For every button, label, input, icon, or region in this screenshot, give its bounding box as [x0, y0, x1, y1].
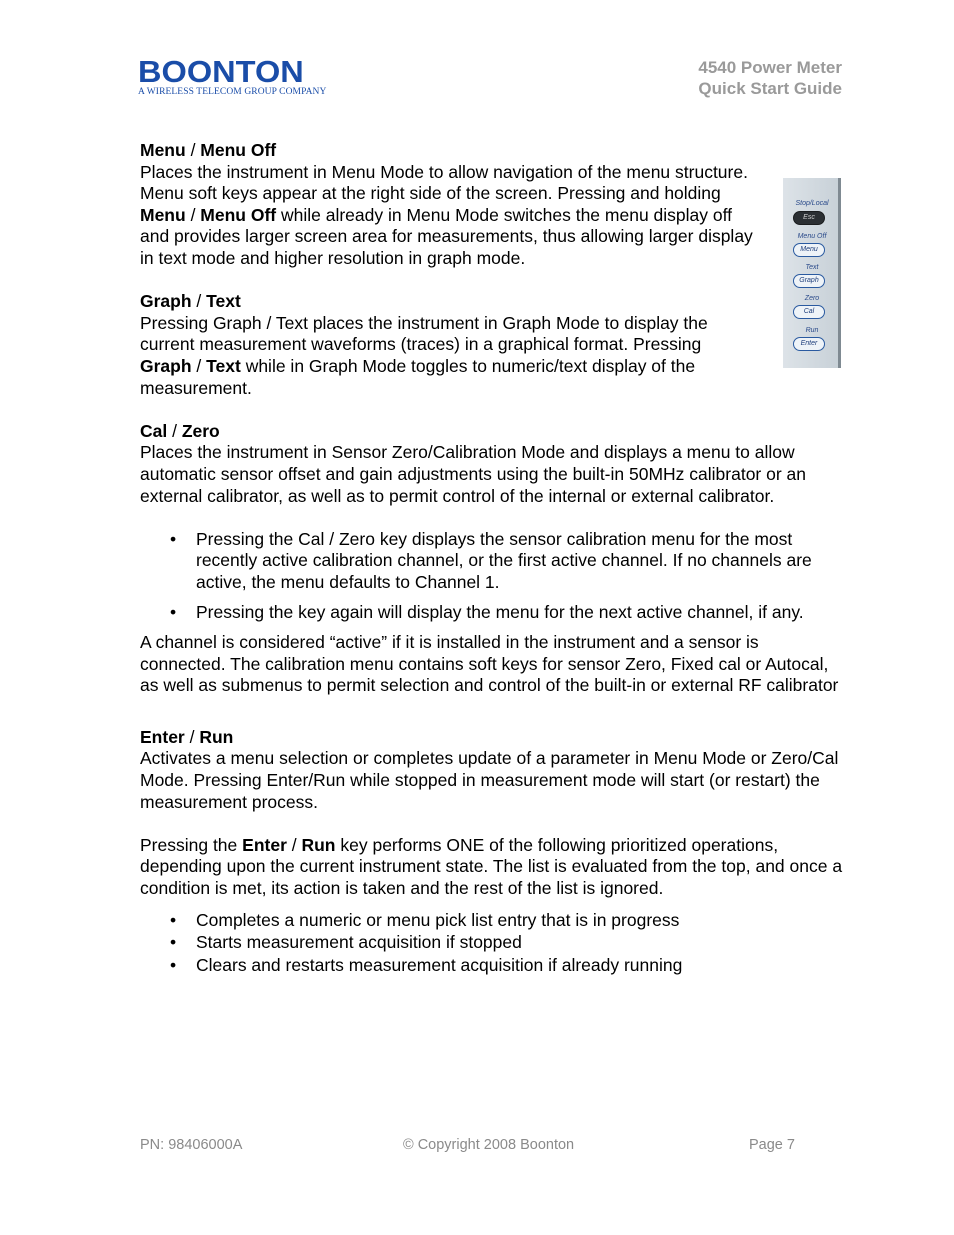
list-item: • Starts measurement acquisition if stopped [140, 932, 844, 954]
footer-part-number: PN: 98406000A [140, 1137, 243, 1153]
section-title-enter: Enter / Run [140, 726, 234, 747]
key-label-stop-local: Stop/Local [795, 200, 829, 207]
section-title-graph: Graph / Text [140, 291, 241, 312]
cal-active-channel-note: A channel is considered “active” if it is installed in the instrument and a sensor is connected. The calibration menu contains soft keys for sensor Zero, Fixed cal or Autocal, as well as submenus to permit selection and control of the built-in or external RF calibrator [140, 632, 839, 696]
menu-description: Places the instrument in Menu Mode to allow navigation of the menu structure. Menu soft keys appear at the right side of the screen. Pressing and holding Menu / Menu Off while already in Menu Mode switches the menu display off and provides larger screen area for measurements, thus allowing larger display in text mode and higher resolution in graph mode. [140, 161, 753, 268]
cal-description: Places the instrument in Sensor Zero/Calibration Mode and displays a menu to allow automatic sensor offset and gain adjustments using the built-in 50MHz calibrator or an external calibrator, as well as to permit control of the internal or external calibrator. [140, 442, 807, 506]
section-title-cal: Cal / Zero [140, 420, 220, 441]
logo-tagline: A WIRELESS TELECOM GROUP COMPANY [138, 87, 327, 97]
footer-page-number: Page 7 [749, 1137, 795, 1153]
enter-description: Activates a menu selection or completes update of a parameter in Menu Mode or Zero/Cal Mode. Pressing Enter/Run while stopped in measurement mode will start (or restart) the measurement process. [140, 748, 839, 812]
key-label-menu-off: Menu Off [797, 233, 827, 240]
enter-key: Enter [793, 337, 825, 351]
graph-key: Graph [793, 274, 825, 288]
section-title-menu: Menu / Menu Off [140, 140, 277, 160]
esc-key: Esc [793, 211, 825, 225]
boonton-logo [138, 54, 327, 97]
list-item: • Completes a numeric or menu pick list entry that is in progress [140, 910, 844, 932]
page-content [140, 140, 844, 976]
enter-bullet-list [140, 910, 844, 977]
list-item: • Clears and restarts measurement acquisition if already running [140, 955, 844, 977]
document-type: Quick Start Guide [698, 79, 842, 98]
graph-description: Pressing Graph / Text places the instrument in Graph Mode to display the current measurement waveforms (traces) in a graphical format. Pressing Graph / Text while in Graph Mode toggles to numeric/text display of the measurement. [140, 312, 708, 398]
document-header [698, 57, 842, 99]
footer-copyright: © Copyright 2008 Boonton [403, 1137, 575, 1153]
product-name: 4540 Power Meter [698, 58, 842, 77]
key-label-text: Text [805, 264, 819, 271]
enter-priority-intro: Pressing the Enter / Run key performs ONE of the following prioritized operations, depending upon the current instrument state. The list is evaluated from the top, and once a condition is met, its action is taken and the rest of the list is ignored. [140, 834, 843, 898]
list-item: • Pressing the Cal / Zero key displays the sensor calibration menu for the most recently active calibration channel, or the first active channel. If no channels are active, the menu defaults to Channel 1. [140, 529, 844, 594]
cal-key: Cal [793, 305, 825, 319]
key-label-run: Run [805, 327, 819, 334]
list-item: • Pressing the key again will display the menu for the next active channel, if any. [140, 602, 844, 624]
key-label-zero: Zero [804, 295, 820, 302]
logo-wordmark: BOONTON [138, 54, 304, 89]
cal-bullet-list [140, 529, 844, 624]
menu-key: Menu [793, 243, 825, 257]
